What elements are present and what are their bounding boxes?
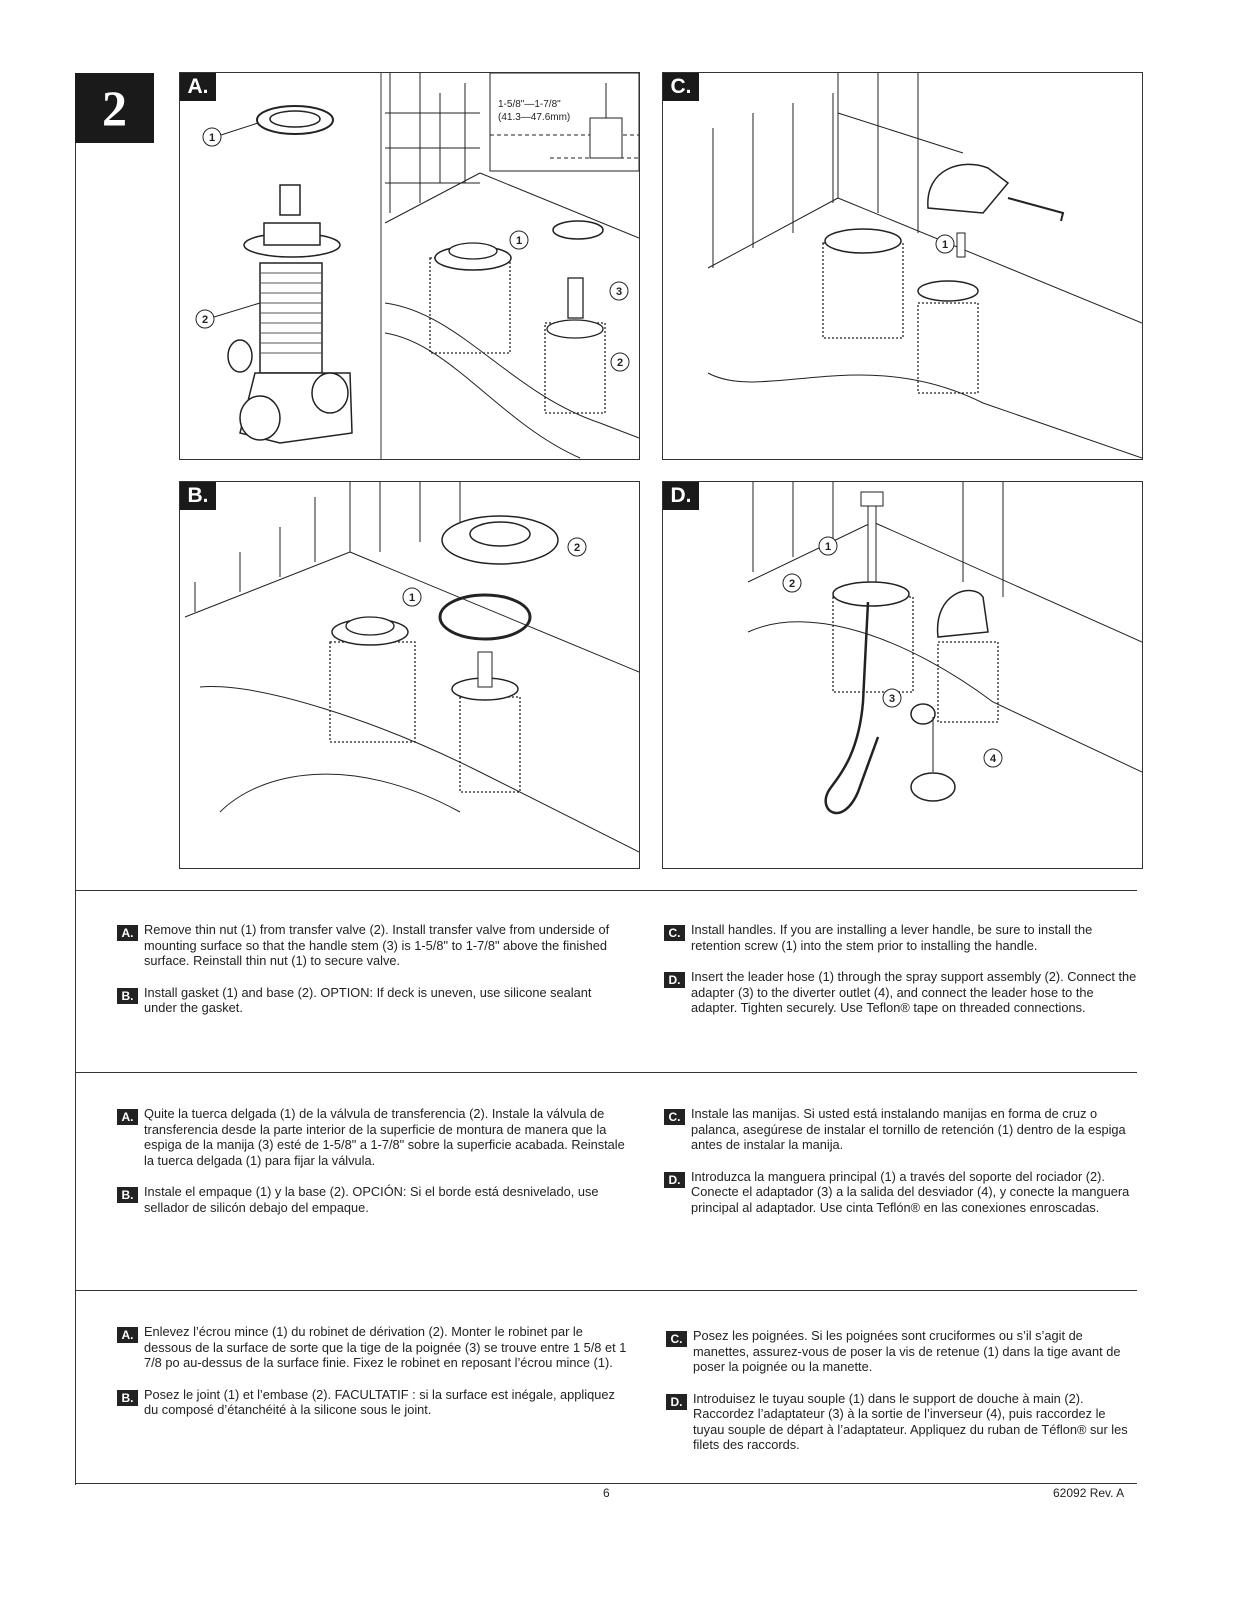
step-tag-d: D. — [666, 1394, 687, 1410]
instructions-en-left — [117, 922, 627, 1032]
instruction-text: Posez le joint (1) et l’embase (2). FACULTATIF : si la surface est inégale, appliquez du composé d’étanchéité à la silicone sous le joint. — [144, 1386, 615, 1417]
callout-1: 1 — [942, 239, 949, 251]
instruction-text: Instale el empaque (1) y la base (2). OPCIÓN: Si el borde está desnivelado, use sellador de silicón debajo del empaque. — [144, 1184, 599, 1215]
step-tag-a: A. — [117, 925, 138, 941]
illustration-panel-b — [179, 481, 640, 869]
dimension-label — [498, 98, 570, 124]
hose-adapter-illustration — [663, 482, 1142, 868]
step-tag-b: B. — [117, 1390, 138, 1406]
callout-3: 3 — [889, 693, 896, 705]
callout-2: 2 — [202, 314, 209, 326]
step-tag-c: C. — [666, 1331, 687, 1347]
instruction-a — [117, 922, 627, 969]
instruction-text: Remove thin nut (1) from transfer valve (2). Install transfer valve from underside of mounting surface so that the handle stem (3) is 1-5/8" to 1-7/8" above the finished surface. Reinstall thin nut (1) to secure valve. — [144, 922, 610, 968]
dimension-inches: 1-5/8"—1-7/8" — [498, 99, 561, 110]
step-tag-b: B. — [117, 988, 138, 1004]
instruction-text: Quite la tuerca delgada (1) de la válvula de transferencia (2). Instale la válvula de transferencia desde la parte interior de la superficie de montura de manera que la espiga de la manija (3) esté de 1-5/8" a 1-7/8" sobre la superficie acabada. Reinstale la tuerca delgada (1) para fijar la válvula. — [144, 1106, 625, 1168]
instructions-en-right — [664, 922, 1140, 1032]
section-divider — [75, 1072, 1137, 1073]
illustration-panel-c — [662, 72, 1143, 460]
section-divider — [75, 1290, 1137, 1291]
instructions-fr-right — [666, 1328, 1140, 1469]
step-tag-d: D. — [664, 972, 685, 988]
page-frame-left-rule — [75, 73, 76, 1485]
step-tag-a: A. — [117, 1327, 138, 1343]
panel-label-a: A. — [180, 73, 216, 101]
gasket-base-illustration — [180, 482, 639, 868]
instruction-d — [664, 1169, 1140, 1216]
instruction-text: Introduzca la manguera principal (1) a través del soporte del rociador (2). Conecte el adaptador (3) a la salida del desviador (4), y conecte la manguera principal al adaptador. Use cinta Teflón® en las conexiones enroscadas. — [691, 1168, 1130, 1215]
step-tag-a: A. — [117, 1109, 138, 1125]
instruction-c — [664, 1106, 1140, 1153]
section-divider — [75, 1483, 1137, 1484]
callout-3: 3 — [616, 286, 623, 298]
callout-2: 2 — [617, 357, 624, 369]
instructions-es-left — [117, 1106, 627, 1231]
instruction-c — [664, 922, 1140, 953]
instruction-a — [117, 1324, 627, 1371]
instruction-text: Enlevez l’écrou mince (1) du robinet de dérivation (2). Monter le robinet par le dessous de la surface de sorte que la tige de la poignée (3) se trouve entre 1 5/8 et 1 7/8 po au-dessus de la surface finie. Fixez le robinet en reposant l’écrou mince (1). — [144, 1324, 627, 1370]
callout-4: 4 — [990, 753, 997, 765]
instructions-fr-left — [117, 1324, 627, 1434]
callout-1: 1 — [409, 592, 416, 604]
panel-label-c: C. — [663, 73, 699, 101]
step-tag-d: D. — [664, 1172, 685, 1188]
callout-1: 1 — [825, 541, 832, 553]
instruction-text: Install gasket (1) and base (2). OPTION: If deck is uneven, use silicone sealant under the gasket. — [144, 984, 592, 1015]
panel-label-b: B. — [180, 482, 216, 510]
instruction-b — [117, 1387, 627, 1418]
instruction-b — [117, 985, 627, 1016]
instruction-text: Insert the leader hose (1) through the spray support assembly (2). Connect the adapter (3) to the diverter outlet (4), and connect the leader hose to the adapter. Tighten securely. Use Teflon® tape on threaded connections. — [691, 969, 1137, 1015]
instruction-text: Posez les poignées. Si les poignées sont cruciformes ou s’il s’agit de manettes, assurez-vous de poser la vis de retenue (1) dans la tige avant de poser la poignée ou la manette. — [693, 1328, 1121, 1374]
panel-label-d: D. — [663, 482, 699, 510]
step-tag-c: C. — [664, 925, 685, 941]
callout-1: 1 — [209, 132, 216, 144]
callout-1: 1 — [516, 235, 523, 247]
page-number: 6 — [603, 1486, 610, 1500]
document-revision: 62092 Rev. A — [1053, 1486, 1125, 1500]
callout-2: 2 — [574, 542, 581, 554]
instruction-b — [117, 1184, 627, 1215]
instruction-a — [117, 1106, 627, 1168]
instruction-text: Install handles. If you are installing a lever handle, be sure to install the retention screw (1) into the stem prior to installing the handle. — [691, 922, 1093, 953]
instruction-c — [666, 1328, 1140, 1375]
step-tag-b: B. — [117, 1187, 138, 1203]
illustration-panel-d — [662, 481, 1143, 869]
dimension-mm: (41.3—47.6mm) — [498, 112, 571, 123]
handle-install-illustration — [663, 73, 1142, 459]
instruction-text: Introduisez le tuyau souple (1) dans le support de douche à main (2). Raccordez l’adaptateur (3) à la sortie de l’inverseur (4), puis raccordez le tuyau souple de départ à l’adaptateur. Appliquez du ruban de Téflon® sur les filets des raccords. — [693, 1390, 1128, 1452]
instructions-es-right — [664, 1106, 1140, 1231]
section-divider — [75, 890, 1137, 891]
instruction-text: Instale las manijas. Si usted está instalando manijas en forma de cruz o palanca, asegúrese de instalar el tornillo de retención (1) dentro de la espiga antes de instalar la manija. — [691, 1106, 1126, 1152]
step-tag-c: C. — [664, 1109, 685, 1125]
callout-2: 2 — [789, 578, 796, 590]
instruction-d — [666, 1391, 1140, 1453]
valve-exploded-illustration — [180, 73, 639, 459]
illustration-panel-a — [179, 72, 640, 460]
instruction-d — [664, 969, 1140, 1016]
step-number-badge: 2 — [75, 73, 154, 143]
